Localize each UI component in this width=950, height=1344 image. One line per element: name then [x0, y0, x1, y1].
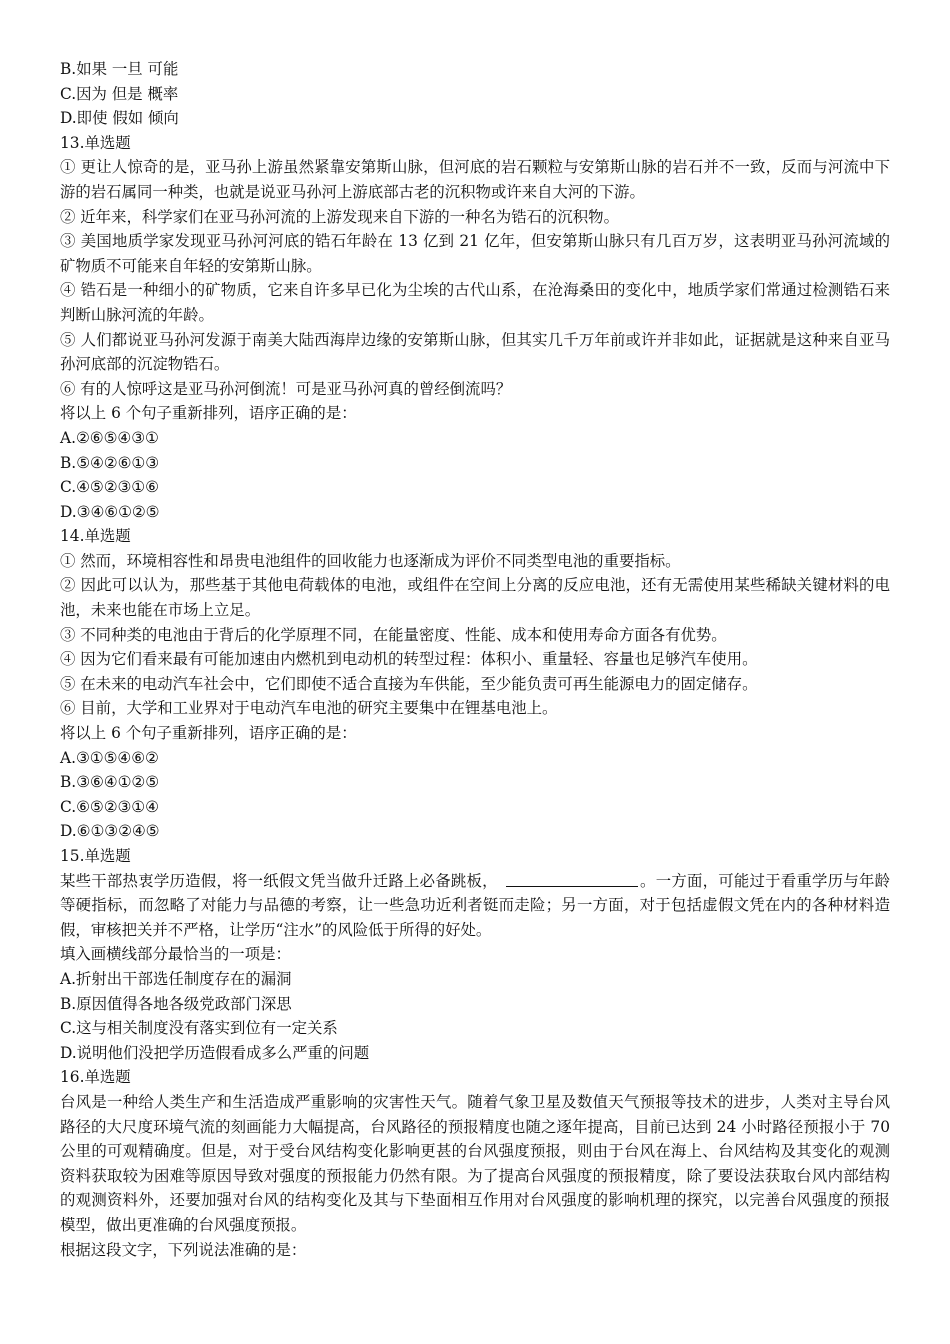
q13-option-b: B.⑤④②⑥①③: [60, 453, 159, 472]
q15-text-before-blank: 某些干部热衷学历造假，将一纸假文凭当做升迁路上必备跳板，: [60, 871, 498, 890]
q15-text-after-blank: 。一方面，可能过于看重学历与年龄等硬指标，而忽略了对能力与品德的考察，让一些急功近利者铤而走险；另一方面，对于包括虚假文凭在内的各种材料造假，审核把关并不严格，让学历“注水”的风险低于所得的好处。: [60, 871, 890, 939]
q15-passage: [60, 869, 890, 943]
q13-header: 13.单选题: [60, 133, 131, 152]
q14-option-a: A.③①⑤④⑥②: [60, 748, 159, 767]
q14-sentence-4: ④ 因为它们看来最有可能加速由内燃机到电动机的转型过程：体积小、重量轻、容量也足够汽车使用。: [60, 650, 758, 669]
q14-option-d: D.⑥①③②④⑤: [60, 822, 160, 841]
q13-option-d: D.③④⑥①②⑤: [60, 502, 160, 521]
q14-sentence-3: ③ 不同种类的电池由于背后的化学原理不同，在能量密度、性能、成本和使用寿命方面各有优势。: [60, 625, 727, 644]
q15-option-d: D.说明他们没把学历造假看成多么严重的问题: [60, 1043, 370, 1062]
q16-passage: 台风是一种给人类生产和生活造成严重影响的灾害性天气。随着气象卫星及数值天气预报等技术的进步，人类对主导台风路径的大尺度环境气流的刻画能力大幅提高，台风路径的预报精度也随之逐年提高，目前已达到 24 小时路径预报小于 70 公里的可观精确度。但是，对于受台风结构变化影响更甚的台风强度预报，则由于台风在海上、台风结构及其变化的观测资料获取较为困难等原因导致对强度的预报能力仍然有限。为了提高台风强度的预报精度，除了要设法获取台风内部结构的观测资料外，还要加强对台风的结构变化及其与下垫面相互作用对台风强度的影响机理的探究，以完善台风强度的预报模型，做出更准确的台风强度预报。: [60, 1092, 890, 1234]
q15-option-a: A.折射出干部选任制度存在的漏洞: [60, 969, 292, 988]
q12-option-b: B.如果 一旦 可能: [60, 60, 179, 78]
q13-sentence-4: ④ 锆石是一种细小的矿物质，它来自许多早已化为尘埃的古代山系，在沧海桑田的变化中，地质学家们常通过检测锆石来判断山脉河流的年龄。: [60, 281, 890, 324]
q14-sentence-1: ① 然而，环境相容性和昂贵电池组件的回收能力也逐渐成为评价不同类型电池的重要指标。: [60, 551, 681, 570]
q14-header: 14.单选题: [60, 527, 131, 546]
q15-option-c: C.这与相关制度没有落实到位有一定关系: [60, 1019, 338, 1038]
q14-option-c: C.⑥⑤②③①④: [60, 797, 159, 816]
q13-prompt: 将以上 6 个句子重新排列，语序正确的是：: [60, 404, 357, 423]
q16-header: 16.单选题: [60, 1068, 131, 1087]
q12-option-d: D.即使 假如 倾向: [60, 109, 179, 128]
q14-prompt: 将以上 6 个句子重新排列，语序正确的是：: [60, 724, 357, 743]
q13-option-c: C.④⑤②③①⑥: [60, 478, 159, 497]
q13-sentence-2: ② 近年来，科学家们在亚马孙河流的上游发现来自下游的一种名为锆石的沉积物。: [60, 207, 619, 226]
q14-sentence-6: ⑥ 目前，大学和工业界对于电动汽车电池的研究主要集中在锂基电池上。: [60, 699, 558, 718]
q13-sentence-6: ⑥ 有的人惊呼这是亚马孙河倒流！可是亚马孙河真的曾经倒流吗？: [60, 379, 512, 398]
q13-sentence-3: ③ 美国地质学家发现亚马孙河河底的锆石年龄在 13 亿到 21 亿年，但安第斯山脉只有几百万岁，这表明亚马孙河流域的矿物质不可能来自年轻的安第斯山脉。: [60, 232, 890, 275]
q14-option-b: B.③⑥④①②⑤: [60, 773, 159, 792]
q13-option-a: A.②⑥⑤④③①: [60, 428, 159, 447]
q15-header: 15.单选题: [60, 847, 131, 865]
q14-sentence-5: ⑤ 在未来的电动汽车社会中，它们即使不适合直接为车供能，至少能负责可再生能源电力的固定储存。: [60, 674, 758, 693]
q12-option-c: C.因为 但是 概率: [60, 84, 179, 103]
q16-prompt: 根据这段文字，下列说法准确的是：: [60, 1240, 307, 1259]
q15-prompt: 填入画横线部分最恰当的一项是：: [60, 945, 291, 964]
q13-sentence-1: ① 更让人惊奇的是，亚马孙上游虽然紧靠安第斯山脉，但河底的岩石颗粒与安第斯山脉的岩石并不一致，反而与河流中下游的岩石属同一种类，也就是说亚马孙河上游底部古老的沉积物或许来自大河的下游。: [60, 158, 890, 201]
q15-option-b: B.原因值得各地各级党政部门深思: [60, 994, 292, 1013]
q13-sentence-5: ⑤ 人们都说亚马孙河发源于南美大陆西海岸边缘的安第斯山脉，但其实几千万年前或许并非如此，证据就是这种来自亚马孙河底部的沉淀物锆石。: [60, 330, 890, 374]
q15-fill-blank: [506, 871, 638, 887]
q14-sentence-2: ② 因此可以认为，那些基于其他电荷载体的电池，或组件在空间上分离的反应电池，还有无需使用某些稀缺关键材料的电池，未来也能在市场上立足。: [60, 576, 890, 620]
